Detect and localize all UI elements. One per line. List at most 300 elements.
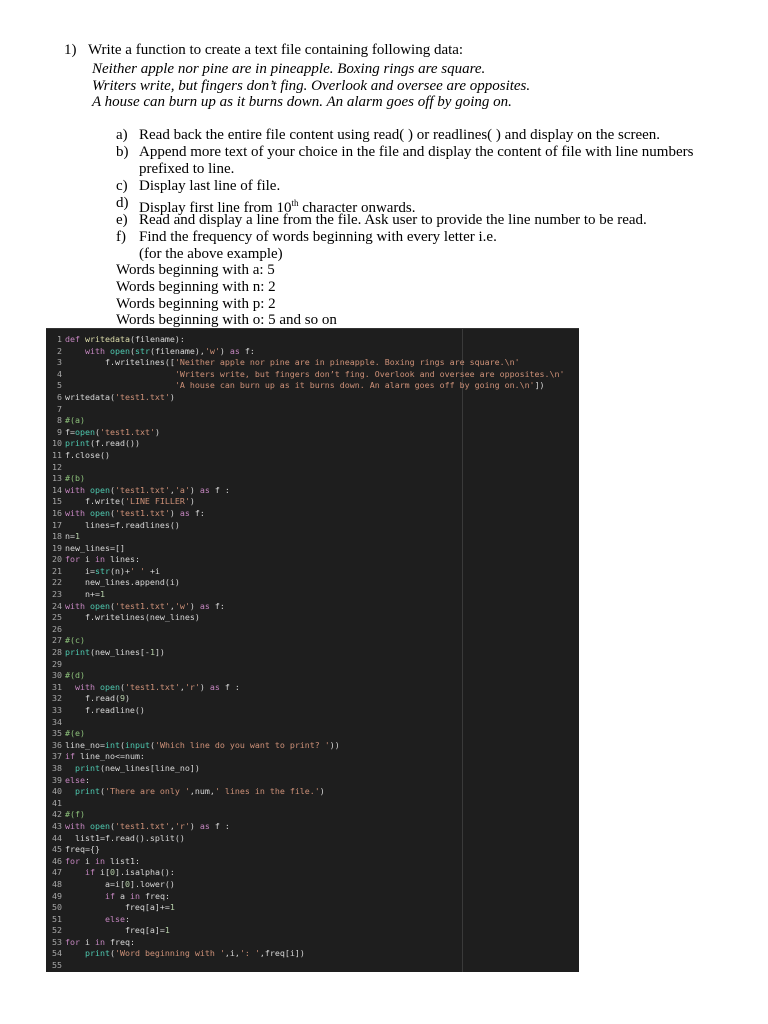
code-line <box>46 496 565 508</box>
code-line <box>46 462 565 474</box>
code-token: open <box>75 426 95 437</box>
line-number: 41 <box>52 797 62 808</box>
line-number: 10 <box>52 438 62 449</box>
code-token: as <box>199 600 210 611</box>
code-token: ( <box>109 600 115 611</box>
code-token: freq[a]+= <box>65 902 170 913</box>
line-number: 32 <box>52 693 62 704</box>
task-text: Append more text of your choice in the file and display the content of file with line numbers prefixed to line. <box>139 144 694 177</box>
line-number: 40 <box>52 786 62 797</box>
line-number: 26 <box>52 623 62 634</box>
code-line <box>46 612 565 624</box>
code-token: i <box>80 936 95 947</box>
code-token: (filename): <box>129 334 185 344</box>
task-text-after: character onwards. <box>298 200 416 216</box>
line-number: 19 <box>52 542 62 553</box>
code-editor-screenshot <box>46 328 579 972</box>
code-token <box>65 346 85 356</box>
code-token: 0 <box>109 867 115 878</box>
code-token: f.writelines([ <box>65 357 175 368</box>
line-number: 3 <box>57 357 62 368</box>
line-number: 14 <box>52 484 62 495</box>
code-token: with <box>65 507 85 518</box>
line-number: 24 <box>52 600 62 611</box>
code-token: print <box>65 438 90 449</box>
code-token: a <box>114 890 130 901</box>
task-text: Find the frequency of words beginning with every letter i.e. <box>139 229 497 245</box>
code-line <box>46 867 565 879</box>
code-token: new_lines=[] <box>65 542 125 553</box>
code-line <box>46 682 565 694</box>
line-number: 28 <box>52 647 62 658</box>
code-token: +i <box>144 565 160 576</box>
code-token: , <box>169 820 175 831</box>
code-line <box>46 392 565 404</box>
code-token: with <box>75 681 95 692</box>
code-token: ': ' <box>239 948 260 959</box>
code-token: freq={} <box>65 844 100 855</box>
code-token: 1 <box>164 925 170 936</box>
code-token: new_lines.append(i) <box>65 577 180 588</box>
code-token: ].lower() <box>129 878 175 889</box>
code-lines <box>46 334 565 972</box>
line-number: 8 <box>57 415 62 426</box>
code-token: as <box>179 507 190 518</box>
line-number: 45 <box>52 844 62 855</box>
code-token: 'LINE FILLER' <box>124 496 190 507</box>
code-token: with <box>84 345 105 356</box>
task-letter: c) <box>116 178 128 194</box>
code-token: a=i[ <box>65 878 125 889</box>
code-token: (filename), <box>149 345 205 356</box>
code-token: open <box>89 484 110 495</box>
code-token: as <box>199 820 210 831</box>
code-token: #(b) <box>65 473 85 484</box>
line-number: 2 <box>57 345 62 356</box>
code-token: 'test1.txt' <box>99 426 155 437</box>
code-token <box>65 914 105 924</box>
code-line <box>46 740 565 752</box>
line-number: 35 <box>52 728 62 739</box>
line-number: 5 <box>57 380 62 391</box>
line-number: 18 <box>52 531 62 542</box>
line-number: 4 <box>57 368 62 379</box>
code-token: 'There are only ' <box>104 786 190 797</box>
code-token: if <box>65 751 75 762</box>
code-token: def <box>65 334 80 344</box>
code-token: print <box>75 762 100 773</box>
code-line <box>46 415 565 427</box>
code-token <box>65 763 75 773</box>
code-token: i <box>80 855 95 866</box>
code-line <box>46 369 565 381</box>
code-token: ' ' <box>129 565 145 576</box>
code-line <box>46 833 565 845</box>
task-text: Read back the entire file content using read( ) or readlines( ) and display on the screen. <box>139 127 661 143</box>
code-token: ) <box>319 786 325 797</box>
code-token: for <box>65 936 80 947</box>
code-line <box>46 786 565 798</box>
line-number: 7 <box>57 403 62 414</box>
example-line: Words beginning with a: 5 <box>116 262 275 278</box>
code-token: freq: <box>105 936 135 947</box>
code-token: n+= <box>65 589 100 600</box>
code-token: as <box>199 484 210 495</box>
code-token: , <box>169 600 175 611</box>
task-text: Display last line of file. <box>139 178 281 194</box>
code-token: ) <box>189 484 200 495</box>
code-token: with <box>65 600 85 611</box>
code-token: ' lines in the file.' <box>214 786 320 797</box>
code-line <box>46 543 565 555</box>
code-line <box>46 450 565 462</box>
task-letter: b) <box>116 144 129 160</box>
code-token: 0 <box>124 878 130 889</box>
code-line <box>46 508 565 520</box>
code-token: 1 <box>99 589 105 600</box>
quote-line: A house can burn up as it burns down. An alarm goes off by going on. <box>92 94 512 110</box>
code-token: ) <box>199 681 210 692</box>
code-token: ( <box>109 507 115 518</box>
line-number: 49 <box>52 890 62 901</box>
line-number: 30 <box>52 670 62 681</box>
code-line <box>46 670 565 682</box>
code-line <box>46 427 565 439</box>
task-letter: f) <box>116 229 126 245</box>
code-token: #(d) <box>65 670 85 681</box>
quote-line: Neither apple nor pine are in pineapple. Boxing rings are square. <box>92 61 486 77</box>
code-token: 'Neither apple nor pine are in pineapple. Boxing rings are square.\n' <box>174 357 520 368</box>
code-token: i <box>80 554 95 565</box>
line-number: 37 <box>52 751 62 762</box>
line-number: 29 <box>52 658 62 669</box>
code-token: : <box>124 913 130 924</box>
code-token: list1: <box>105 855 140 866</box>
line-number: 38 <box>52 762 62 773</box>
code-token: 'w' <box>174 600 190 611</box>
code-token: int <box>104 739 120 750</box>
code-line <box>46 554 565 566</box>
code-token: str <box>134 345 150 356</box>
line-number: 13 <box>52 473 62 484</box>
line-number: 50 <box>52 902 62 913</box>
code-token: , <box>179 681 185 692</box>
task-letter: d) <box>116 195 129 211</box>
code-token: print <box>84 948 110 959</box>
code-line <box>46 960 565 972</box>
code-token: ) <box>189 820 200 831</box>
code-token: print <box>65 647 90 658</box>
code-token: with <box>65 820 85 831</box>
code-token: ( <box>119 681 125 692</box>
code-token: lines=f.readlines() <box>65 519 180 530</box>
line-number: 22 <box>52 577 62 588</box>
code-line <box>46 659 565 671</box>
line-number: 25 <box>52 612 62 623</box>
code-token <box>65 682 75 692</box>
line-number: 27 <box>52 635 62 646</box>
line-number: 6 <box>57 391 62 402</box>
code-token: ) <box>169 391 175 402</box>
code-token: #(a) <box>65 415 85 426</box>
task-letter: a) <box>116 127 128 143</box>
code-line <box>46 647 565 659</box>
code-token: f : <box>219 681 240 692</box>
line-number: 43 <box>52 820 62 831</box>
code-line <box>46 821 565 833</box>
code-token: as <box>229 345 240 356</box>
line-number: 52 <box>52 925 62 936</box>
code-token: print <box>75 786 100 797</box>
code-token: (f.read()) <box>89 438 140 449</box>
code-token: 9 <box>119 693 125 704</box>
code-token: open <box>89 600 110 611</box>
task-letter: e) <box>116 212 128 228</box>
code-line <box>46 844 565 856</box>
code-token <box>65 786 75 796</box>
code-line <box>46 380 565 392</box>
code-token: open <box>89 507 110 518</box>
code-token: f.readline() <box>65 705 145 715</box>
line-number: 1 <box>57 334 62 344</box>
line-number: 53 <box>52 936 62 947</box>
line-number: 31 <box>52 681 62 692</box>
task-text-before: Display first line from 10 <box>139 200 292 216</box>
code-token: if <box>84 867 95 878</box>
code-token: ( <box>149 739 155 750</box>
code-token: for <box>65 855 80 866</box>
code-token: open <box>99 681 120 692</box>
code-token: for <box>65 554 80 565</box>
code-token: (new_lines[line_no]) <box>99 762 200 773</box>
code-line <box>46 693 565 705</box>
line-number: 23 <box>52 589 62 600</box>
code-line <box>46 856 565 868</box>
line-number: 51 <box>52 913 62 924</box>
code-token: i= <box>65 565 95 576</box>
code-token: i[ <box>94 867 110 878</box>
code-token: ,freq[i]) <box>259 948 305 959</box>
code-token: 'test1.txt' <box>114 820 170 831</box>
code-token: f.writelines(new_lines) <box>65 612 200 623</box>
code-token: 1 <box>169 902 175 913</box>
code-token: ( <box>129 345 135 356</box>
line-number: 11 <box>52 449 62 460</box>
line-number: 54 <box>52 948 62 959</box>
code-token: f= <box>65 426 75 437</box>
code-token: ( <box>94 426 100 437</box>
code-token: str <box>94 565 110 576</box>
code-token: in <box>95 554 105 565</box>
code-line <box>46 404 565 416</box>
code-token <box>65 948 85 958</box>
task-superscript: th <box>291 198 299 208</box>
quote-line: Writers write, but fingers don’t fing. Overlook and oversee are opposites. <box>92 78 531 94</box>
line-number: 46 <box>52 855 62 866</box>
code-token: 'a' <box>174 484 190 495</box>
code-line <box>46 879 565 891</box>
code-token: 1 <box>75 531 80 542</box>
code-line <box>46 577 565 589</box>
code-token: 'Word beginning with ' <box>114 948 225 959</box>
code-token: line_no= <box>65 739 105 750</box>
line-number: 33 <box>52 705 62 715</box>
line-number: 20 <box>52 554 62 565</box>
code-token: 'A house can burn up as it burns down. An alarm goes off by going on.\n' <box>174 380 535 391</box>
code-token: as <box>209 681 220 692</box>
code-line <box>46 334 565 346</box>
code-token: 'test1.txt' <box>114 507 170 518</box>
code-token: , <box>169 484 175 495</box>
code-line <box>46 589 565 601</box>
code-token: (new_lines[- <box>89 647 150 658</box>
code-line <box>46 438 565 450</box>
code-token: else <box>65 774 85 785</box>
code-token: 'w' <box>204 345 220 356</box>
line-number: 47 <box>52 867 62 878</box>
code-token: #(f) <box>65 809 85 820</box>
code-token: 'r' <box>174 820 190 831</box>
code-token: ) <box>219 345 230 356</box>
code-token: ) <box>189 496 195 507</box>
code-token: with <box>65 484 85 495</box>
code-token: line_no<=num: <box>75 751 145 762</box>
code-line <box>46 624 565 636</box>
example-line: Words beginning with n: 2 <box>116 279 276 295</box>
code-line <box>46 357 565 369</box>
task-text: Read and display a line from the file. Ask user to provide the line number to be read. <box>139 212 647 228</box>
code-token: f.close() <box>65 449 110 460</box>
code-line <box>46 485 565 497</box>
code-token: 1 <box>149 647 155 658</box>
line-number: 34 <box>52 716 62 727</box>
code-line <box>46 531 565 543</box>
question-prompt: Write a function to create a text file containing following data: <box>88 42 464 58</box>
code-line <box>46 948 565 960</box>
code-token <box>65 369 175 379</box>
code-line <box>46 601 565 613</box>
code-token: ) <box>124 693 130 704</box>
code-token: in <box>95 936 105 947</box>
code-line <box>46 473 565 485</box>
code-token: ( <box>119 739 125 750</box>
line-number: 36 <box>52 739 62 750</box>
code-token: f.read( <box>65 693 120 704</box>
code-token: else <box>104 913 125 924</box>
code-token <box>65 380 175 390</box>
code-token <box>65 867 85 877</box>
line-number: 12 <box>52 461 62 472</box>
code-token: writedata( <box>65 391 115 402</box>
code-token: f : <box>209 484 230 495</box>
code-line <box>46 925 565 937</box>
code-line <box>46 914 565 926</box>
code-token: : <box>84 774 90 785</box>
example-line: Words beginning with o: 5 and so on <box>116 312 337 328</box>
line-number: 9 <box>57 426 62 437</box>
code-line <box>46 705 565 717</box>
code-token: f: <box>209 600 225 611</box>
code-token: writedata <box>85 334 130 344</box>
code-line <box>46 346 565 358</box>
code-line <box>46 937 565 949</box>
code-line <box>46 566 565 578</box>
code-token: 'Which line do you want to print? ' <box>154 739 330 750</box>
line-number: 39 <box>52 774 62 785</box>
code-token: ) <box>189 600 200 611</box>
code-token: f: <box>239 345 255 356</box>
line-number: 17 <box>52 519 62 530</box>
code-token: ) <box>154 426 160 437</box>
example-note: (for the above example) <box>139 246 283 262</box>
code-token: in <box>95 855 105 866</box>
line-number: 16 <box>52 507 62 518</box>
code-token: ]) <box>154 647 165 658</box>
code-token: ( <box>109 820 115 831</box>
code-token: input <box>124 739 150 750</box>
code-token: ( <box>109 484 115 495</box>
code-token <box>65 891 105 901</box>
example-line: Words beginning with p: 2 <box>116 296 276 312</box>
code-token: f: <box>189 507 205 518</box>
code-token: n= <box>65 531 75 542</box>
code-line <box>46 798 565 810</box>
code-token: ) <box>169 507 180 518</box>
code-line <box>46 809 565 821</box>
code-token: 'r' <box>184 681 200 692</box>
code-token: ,num, <box>189 786 215 797</box>
code-token: ( <box>99 786 105 797</box>
code-token: if <box>104 890 115 901</box>
code-token: 'test1.txt' <box>114 391 170 402</box>
code-token: ]) <box>534 380 545 391</box>
code-token: freq: <box>139 890 170 901</box>
question-number: 1) <box>64 42 77 58</box>
code-line <box>46 751 565 763</box>
code-line <box>46 763 565 775</box>
line-number: 21 <box>52 565 62 576</box>
code-token: #(e) <box>65 728 85 739</box>
code-token: f : <box>209 820 230 831</box>
line-number: 55 <box>52 960 62 971</box>
code-token: 'test1.txt' <box>114 600 170 611</box>
code-token: ( <box>109 948 115 959</box>
code-line <box>46 775 565 787</box>
code-token: ].isalpha(): <box>114 867 175 878</box>
code-line <box>46 891 565 903</box>
line-number: 48 <box>52 878 62 889</box>
code-line <box>46 520 565 532</box>
code-token: (n)+ <box>109 565 130 576</box>
code-token: 'test1.txt' <box>124 681 180 692</box>
line-number: 15 <box>52 496 62 507</box>
code-token: open <box>109 345 130 356</box>
code-token: lines: <box>105 554 140 565</box>
code-token: 'test1.txt' <box>114 484 170 495</box>
code-token: #(c) <box>65 635 85 646</box>
code-token: in <box>129 890 140 901</box>
code-line <box>46 635 565 647</box>
line-number: 44 <box>52 832 62 843</box>
code-token: )) <box>329 739 340 750</box>
code-line <box>46 902 565 914</box>
code-token: f.write( <box>65 496 125 507</box>
code-token: ,i, <box>224 948 240 959</box>
code-token: 'Writers write, but fingers don’t fing. Overlook and oversee are opposites.\n' <box>174 368 565 379</box>
code-token: list1=f.read().split() <box>65 832 185 843</box>
code-token: freq[a]= <box>65 925 165 936</box>
code-line <box>46 717 565 729</box>
